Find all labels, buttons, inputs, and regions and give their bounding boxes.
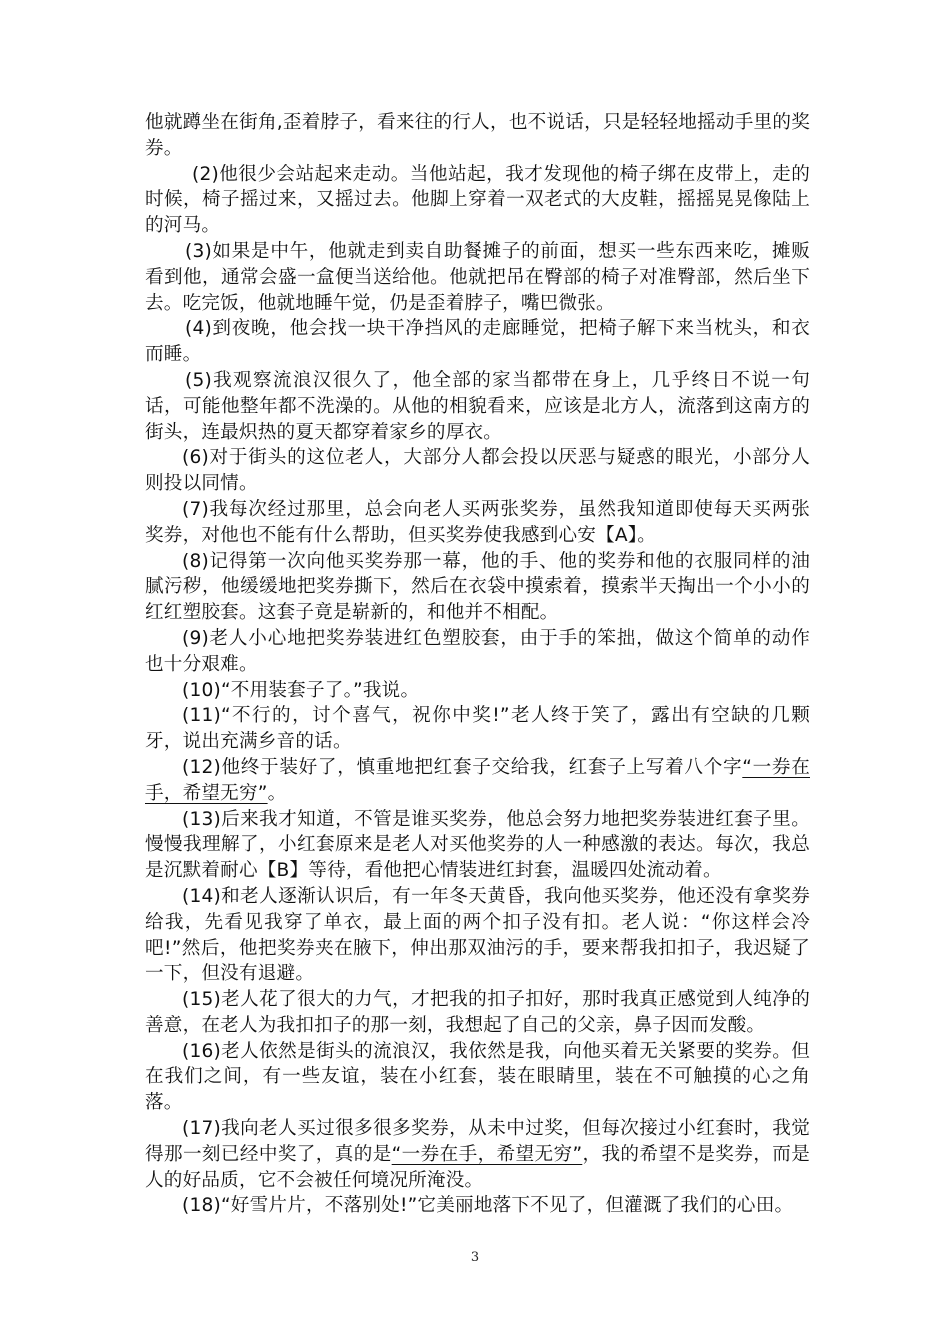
paragraph-6: (6)对于街头的这位老人，大部分人都会投以厌恶与疑惑的眼光，小部分人则投以同情。: [145, 447, 810, 495]
paragraph-13: (13)后来我才知道，不管是谁买奖券，他总会努力地把奖券装进红套子里。慢慢我理解了，小红套原来是老人对买他奖券的人一种感激的表达。每次，我总是沉默着耐心【B】等待，看他把心情装进红封套，温暖四处流动着。: [145, 808, 810, 882]
paragraph-12: [145, 755, 810, 807]
paragraph-5: (5)我观察流浪汉很久了，他全部的家当都带在身上，几乎终日不说一句话，可能他整年都不洗澡的。从他的相貌看来，应该是北方人，流落到这南方的街头，连最炽热的夏天都穿着家乡的厚衣。: [145, 369, 810, 443]
paragraph-12-underlined-quote: “一券在手，希望无穷”: [145, 756, 810, 804]
paragraph-9: (9)老人小心地把奖券装进红色塑胶套，由于手的笨拙，做这个简单的动作也十分艰难。: [145, 627, 810, 675]
paragraph-3: (3)如果是中午，他就走到卖自助餐摊子的前面，想买一些东西来吃，摊贩看到他，通常会盛一盒便当送给他。他就把吊在臀部的椅子对准臀部，然后坐下去。吃完饭，他就地睡午觉，仍是歪着脖子，嘴巴微张。: [145, 240, 810, 314]
paragraph-4: (4)到夜晚，他会找一块干净挡风的走廊睡觉，把椅子解下来当枕头，和衣而睡。: [145, 318, 810, 366]
paragraph-17: [145, 1116, 810, 1193]
paragraph-15: (15)老人花了很大的力气，才把我的扣子扣好，那时我真正感觉到人纯净的善意，在老人为我扣扣子的那一刻，我想起了自己的父亲，鼻子因而发酸。: [145, 989, 810, 1036]
paragraph-8: (8)记得第一次向他买奖券那一幕，他的手、他的奖券和他的衣服同样的油腻污秽，他缓缓地把奖券撕下，然后在衣袋中摸索着，摸索半天掏出一个小小的红红塑胶套。这套子竟是崭新的，和他并不相配。: [145, 550, 810, 624]
page-number: 3: [470, 1250, 480, 1265]
paragraph-18: (18)“好雪片片，不落别处!”它美丽地落下不见了，但灌溉了我们的心田。: [182, 1195, 794, 1217]
paragraph-11: (11)“不行的，讨个喜气，祝你中奖!”老人终于笑了，露出有空缺的几颗牙，说出充满乡音的话。: [145, 705, 810, 753]
paragraph-10: (10)“不用装套子了。”我说。: [182, 679, 420, 701]
paragraph-2: (2)他很少会站起来走动。当他站起，我才发现他的椅子绑在皮带上，走的时候，椅子摇过来，又摇过去。他脚上穿着一双老式的大皮鞋，摇摇晃晃像陆上的河马。: [145, 163, 810, 237]
paragraph-17-text: (17)我向老人买过很多很多奖券，从未中过奖，但每次接过小红套时，我觉得那一刻已经中奖了，真的是: [145, 1118, 810, 1165]
paragraph-17-underlined-quote: “一券在手，希望无穷”: [391, 1143, 583, 1165]
paragraph-14: (14)和老人逐渐认识后，有一年冬天黄昏，我向他买奖券，他还没有拿奖券给我，先看见我穿了单衣，最上面的两个扣子没有扣。老人说：“你这样会冷吧!”然后，他把奖券夹在腋下，伸出那双油污的手，要来帮我扣扣子，我迟疑了一下，但没有退避。: [145, 885, 810, 985]
paragraph-16: (16)老人依然是街头的流浪汉，我依然是我，向他买着无关紧要的奖券。但在我们之间，有一些友谊，装在小红套，装在眼睛里，装在不可触摸的心之角落。: [145, 1040, 810, 1114]
paragraph-7: (7)我每次经过那里，总会向老人买两张奖券，虽然我知道即使每天买两张奖券，对他也不能有什么帮助，但买奖券使我感到心安【A】。: [145, 498, 810, 546]
paragraph-17-end: ，我的希望不是奖券，而是人的好品质，它不会被任何境况所淹没。: [145, 1143, 810, 1191]
paragraph-12-text: (12)他终于装好了，慎重地把红套子交给我，红套子上写着八个字: [182, 756, 743, 778]
paragraph-1-continuation: 他就蹲坐在街角,歪着脖子，看来往的行人，也不说话，只是轻轻地摇动手里的奖券。: [145, 112, 810, 159]
paragraph-12-end: 。: [267, 782, 287, 804]
document-body: [145, 110, 810, 1219]
